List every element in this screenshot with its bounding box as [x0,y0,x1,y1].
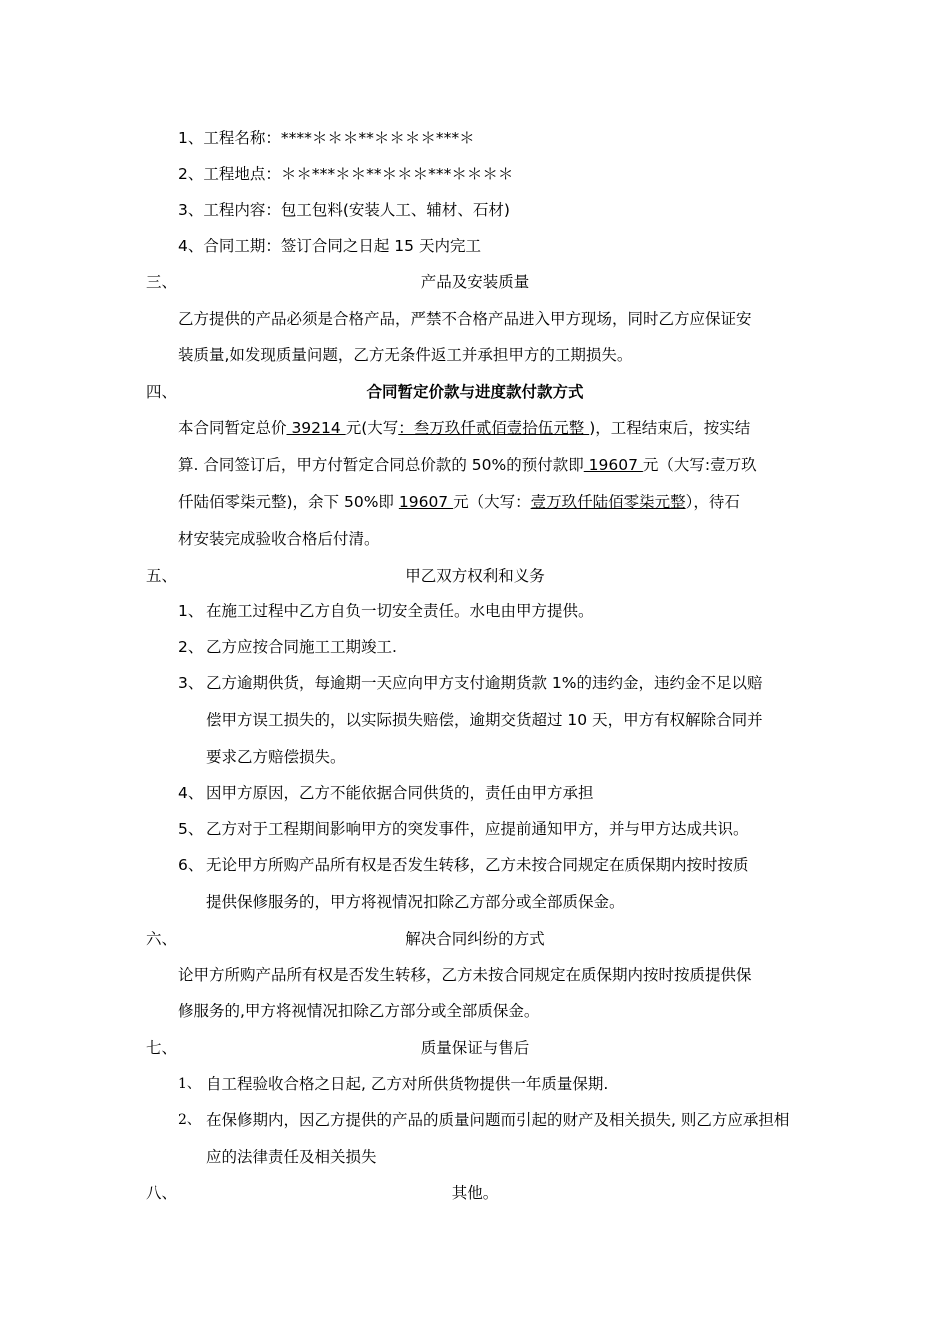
item-number: 4、 [178,237,204,255]
item-number: 1、 [178,602,204,620]
section-title-other: 其他。 [451,1184,499,1202]
item-number: 1、 [178,1076,201,1092]
obligation-line: 乙方应按合同施工工期竣工. [206,638,397,656]
section-title-warranty: 质量保证与售后 [420,1039,530,1057]
paragraph-line: 乙方提供的产品必须是合格产品，严禁不合格产品进入甲方现场，同时乙方应保证安 [178,310,752,328]
section-title-quality: 产品及安装质量 [420,273,530,291]
item-number: 2、 [178,638,204,656]
project-item-3 [178,200,510,220]
text-span: 元（大写:壹万玖 [642,456,757,474]
balance-amount-chinese: 壹万玖仟陆佰零柒元整 [530,493,686,511]
section-number: 六、 [146,930,178,948]
item-number: 5、 [178,820,204,838]
obligation-line: 无论甲方所购产品所有权是否发生转移，乙方未按合同规定在质保期内按时按质 [206,856,749,874]
text-span: ），待石 [685,493,740,511]
text-span: 元（大写： [453,493,531,511]
paragraph-line: 论甲方所购产品所有权是否发生转移，乙方未按合同规定在质保期内按时按质提供保 [178,966,752,984]
text-span: 仟陆佰零柒元整)，余下 50%即 [178,493,399,511]
obligation-line: 偿甲方误工损失的，以实际损失赔偿，逾期交货超过 10 天，甲方有权解除合同并 [206,711,763,729]
project-item-2 [178,164,513,184]
section-title-rights: 甲乙双方权利和义务 [405,567,545,585]
total-price: 39214 [286,419,346,437]
text-span: 本合同暂定总价 [178,419,287,437]
section-title-price: 合同暂定价款与进度款付款方式 [366,383,584,401]
section-number: 八、 [146,1184,178,1202]
section-title-dispute: 解决合同纠纷的方式 [405,930,545,948]
total-price-chinese: ：叁万玖仟贰佰壹拾伍元整 [398,419,590,437]
item-number: 3、 [178,674,204,692]
obligation-line: 因甲方原因，乙方不能依据合同供货的，责任由甲方承担 [206,784,594,802]
price-line-3 [178,492,740,512]
project-item-1 [178,128,475,148]
warranty-line: 自工程验收合格之日起, 乙方对所供货物提供一年质量保期. [206,1075,609,1093]
section-number: 三、 [146,273,178,291]
obligation-line: 乙方对于工程期间影响甲方的突发事件，应提前通知甲方，并与甲方达成共识。 [206,820,749,838]
price-line-4: 材安装完成验收合格后付清。 [178,530,380,548]
text-span: 算. 合同签订后，甲方付暂定合同总价款的 50%的预付款即 [178,456,584,474]
paragraph-line: 装质量,如发现质量问题，乙方无条件返工并承担甲方的工期损失。 [178,346,633,364]
project-location-text: 工程地点：＊＊***＊＊**＊＊＊***＊＊＊＊ [203,165,514,183]
obligation-line: 乙方逾期供货，每逾期一天应向甲方支付逾期货款 1%的违约金，违约金不足以赔 [206,674,763,692]
project-item-4 [178,236,481,256]
item-number: 2、 [178,1112,201,1128]
item-number: 6、 [178,856,204,874]
balance-amount: 19607 [398,493,454,511]
item-number: 3、 [178,201,204,219]
warranty-line: 应的法律责任及相关损失 [206,1148,377,1166]
text-span: 元(大写 [345,419,399,437]
project-content-text: 工程内容：包工包料(安装人工、辅材、石材) [203,201,510,219]
project-name-text: 工程名称：****＊＊＊**＊＊＊＊***＊ [203,129,475,147]
section-number: 五、 [146,567,178,585]
obligation-line: 提供保修服务的，甲方将视情况扣除乙方部分或全部质保金。 [206,893,625,911]
project-period-text: 合同工期：签订合同之日起 15 天内完工 [203,237,481,255]
price-line-1 [178,418,750,438]
paragraph-line: 修服务的,甲方将视情况扣除乙方部分或全部质保金。 [178,1002,540,1020]
item-number: 1、 [178,129,204,147]
obligation-line: 在施工过程中乙方自负一切安全责任。水电由甲方提供。 [206,602,594,620]
item-number: 4、 [178,784,204,802]
price-line-2 [178,455,757,475]
warranty-line: 在保修期内，因乙方提供的产品的质量问题而引起的财产及相关损失, 则乙方应承担相 [206,1111,790,1129]
section-number: 四、 [146,383,178,401]
section-number: 七、 [146,1039,178,1057]
obligation-line: 要求乙方赔偿损失。 [206,748,346,766]
prepayment-amount: 19607 [583,456,643,474]
text-span: )，工程结束后，按实结 [589,419,751,437]
item-number: 2、 [178,165,204,183]
